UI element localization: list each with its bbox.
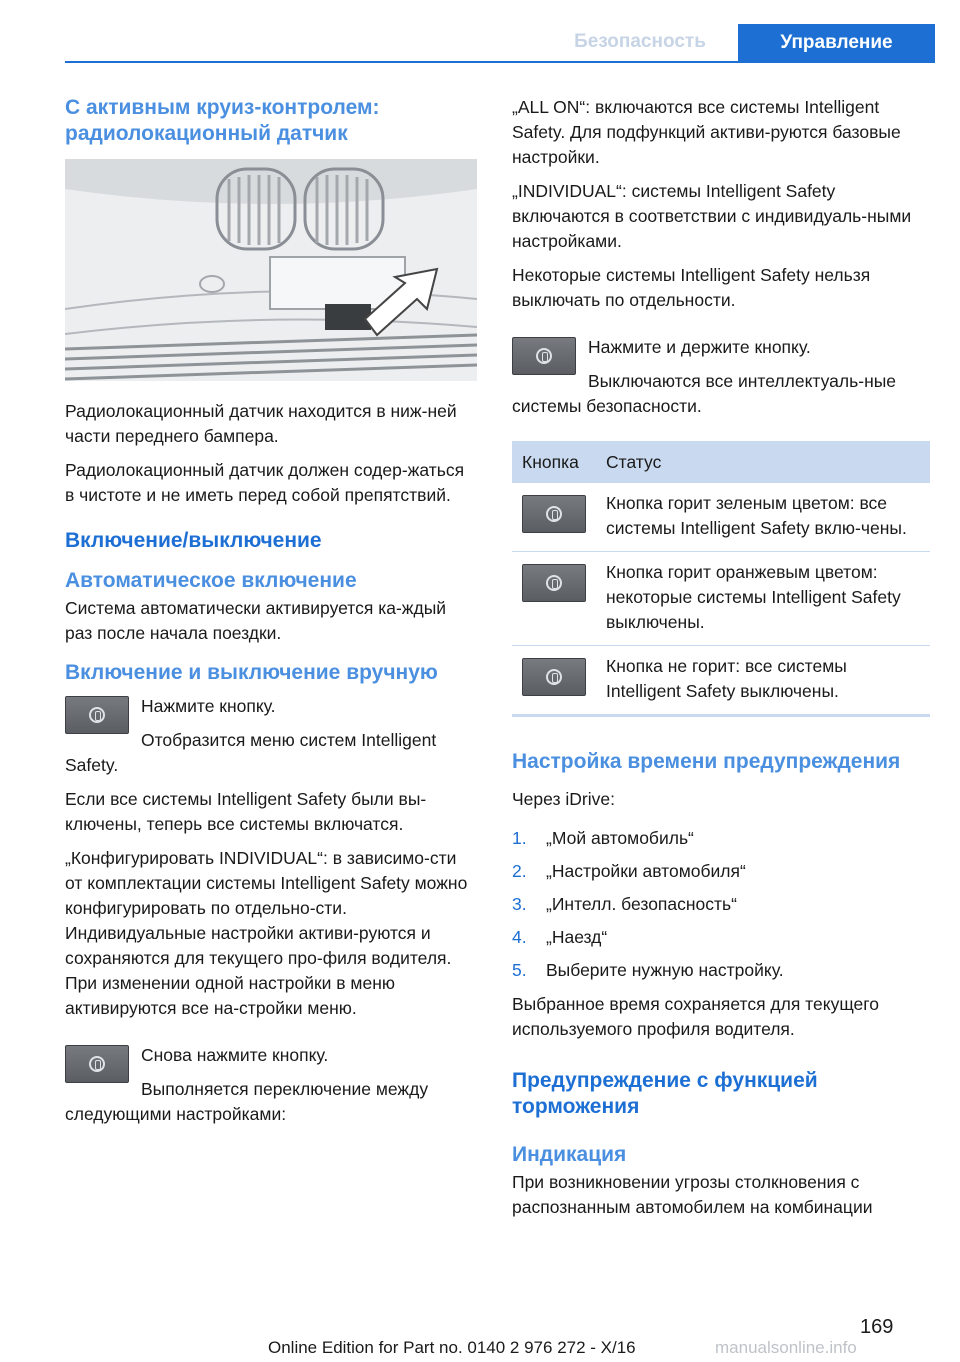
list-item: 4. „Наезд“ — [512, 927, 608, 947]
indication-text: При возникновении угрозы столкновения с распознанным автомобилем на комбинации — [512, 1172, 873, 1217]
right-column — [512, 95, 930, 1229]
all-on-text: „ALL ON“: включаются все системы Intelligent Safety. Для подфункций активи-руются базовые настройки. — [512, 97, 901, 167]
intelligent-safety-button-icon — [65, 696, 129, 734]
button-orange-icon — [522, 564, 586, 602]
list-item: 1. „Мой автомобиль“ — [512, 828, 694, 848]
radar-location-text: Радиолокационный датчик находится в ниж-ней части переднего бампера. — [65, 401, 457, 446]
some-cannot-text: Некоторые системы Intelligent Safety нельзя выключать по отдельности. — [512, 265, 871, 310]
header-rule — [65, 61, 935, 63]
column-header-button: Кнопка — [512, 441, 596, 483]
indication-heading: Индикация — [512, 1143, 627, 1166]
radar-sensor — [325, 304, 371, 330]
hold-button-text: Нажмите и держите кнопку. — [588, 337, 811, 357]
button-off-icon — [522, 658, 586, 696]
braking-warning-heading: Предупреждение с функцией торможения — [512, 1069, 818, 1118]
via-idrive-text: Через iDrive: — [512, 789, 615, 809]
idrive-steps — [512, 826, 930, 983]
radar-sensor-image — [65, 159, 477, 381]
button-green-icon — [522, 495, 586, 533]
list-item: 5. Выберите нужную настройку. — [512, 960, 784, 980]
auto-on-text: Система автоматически активируется ка-ждый раз после начала поездки. — [65, 598, 447, 643]
press-button-text: Нажмите кнопку. — [141, 696, 276, 716]
list-item: 2. „Настройки автомобиля“ — [512, 861, 746, 881]
watermark: manualsonline.info — [715, 1338, 857, 1357]
table-row — [512, 483, 930, 552]
button-status-table — [512, 441, 930, 717]
manual-heading: Включение и выключение вручную — [65, 661, 438, 684]
status-cell: Кнопка не горит: все системы Intelligent Safety выключены. — [596, 646, 930, 716]
table-row — [512, 646, 930, 716]
edition-text: Online Edition for Part no. 0140 2 976 272 - X/16 — [268, 1338, 636, 1357]
car-front-illustration — [65, 159, 477, 381]
intelligent-safety-button-icon — [512, 337, 576, 375]
left-column — [65, 95, 477, 1136]
individual-text: „INDIVIDUAL“: системы Intelligent Safety включаются в соответствии с индивидуаль-ными настройками. — [512, 181, 912, 251]
radar-clean-text: Радиолокационный датчик должен содер-жаться в чистоте и не иметь перед собой препятствий. — [65, 460, 465, 505]
configure-individual-text: „Конфигурировать INDIVIDUAL“: в зависимо-сти от комплектации системы Intelligent Safety можно конфигурировать по отдельно-сти. Индивидуальные настройки активи-руются и сохраняются для текущего про-филя водителя. При изменении одной настройки в меню активируются все на-стройки меню. — [65, 848, 468, 1018]
status-cell: Кнопка горит оранжевым цветом: некоторые системы Intelligent Safety выключены. — [596, 552, 930, 646]
press-button-block — [65, 694, 477, 778]
radar-section-title: С активным круиз-контролем: радиолокационный датчик — [65, 96, 380, 145]
page-number: 169 — [860, 1316, 894, 1338]
menu-display-text: Отобразится меню систем Intelligent Safety. — [65, 730, 437, 775]
column-header-status: Статус — [596, 441, 930, 483]
toggle-settings-text: Выполняется переключение между следующими настройками: — [65, 1079, 429, 1124]
press-again-block — [65, 1043, 477, 1127]
intelligent-safety-button-icon — [65, 1045, 129, 1083]
hold-button-block — [512, 335, 930, 419]
all-off-text: Выключаются все интеллектуаль-ные системы безопасности. — [512, 371, 897, 416]
tab-safety[interactable]: Безопасность — [574, 31, 706, 52]
table-row — [512, 552, 930, 646]
status-cell: Кнопка горит зеленым цветом: все системы Intelligent Safety вклю-чены. — [596, 483, 930, 552]
list-item: 3. „Интелл. безопасность“ — [512, 894, 737, 914]
on-off-heading: Включение/выключение — [65, 529, 322, 552]
warning-time-heading: Настройка времени предупреждения — [512, 750, 901, 773]
saved-profile-text: Выбранное время сохраняется для текущего используемого профиля водителя. — [512, 994, 880, 1039]
page-header — [0, 0, 960, 64]
all-on-again-text: Если все системы Intelligent Safety были вы-ключены, теперь все системы включатся. — [65, 789, 427, 834]
press-again-text: Снова нажмите кнопку. — [141, 1045, 329, 1065]
tab-controls[interactable]: Управление — [738, 24, 935, 62]
auto-on-heading: Автоматическое включение — [65, 569, 357, 592]
